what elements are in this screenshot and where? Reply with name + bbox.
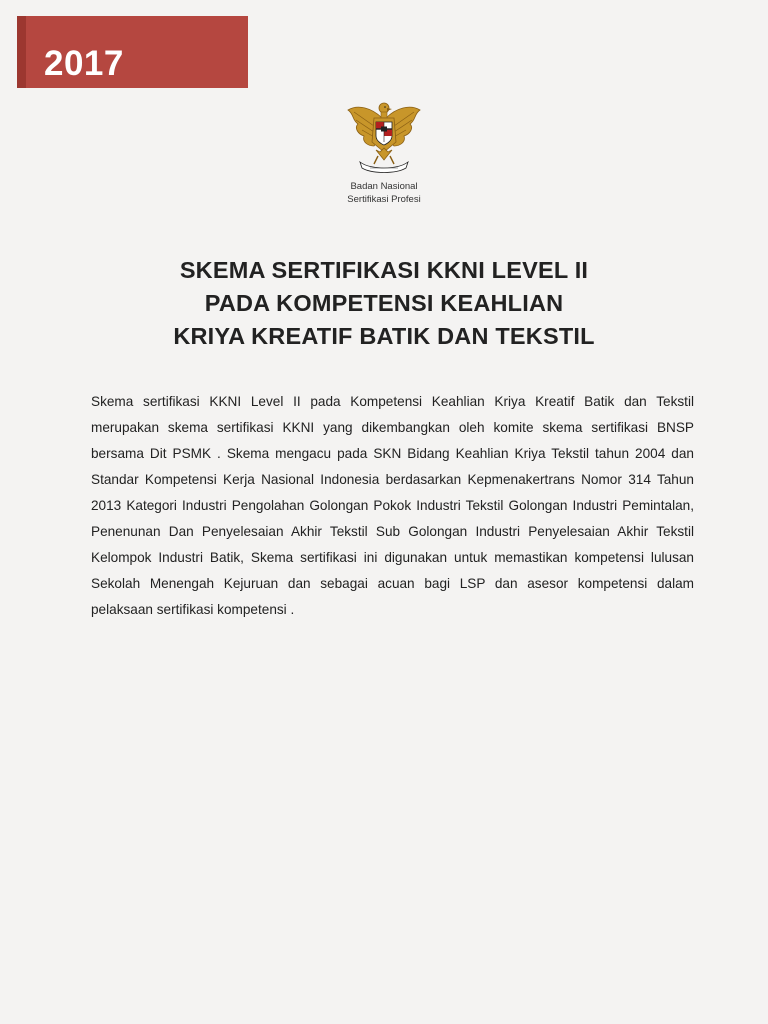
agency-name: [320, 180, 448, 206]
agency-line-1: Badan Nasional: [350, 181, 418, 192]
title-line-2: PADA KOMPETENSI KEAHLIAN: [204, 290, 564, 316]
year-badge: [17, 16, 248, 88]
body-paragraph: Skema sertifikasi KKNI Level II pada Kompetensi Keahlian Kriya Kreatif Batik dan Tekstil merupakan skema sertifikasi KKNI yang dikembangkan oleh komite skema sertifikasi BNSP bersama Dit PSMK . Skema mengacu pada SKN Bidang Keahlian Kriya Tekstil tahun 2004 dan Standar Kompetensi Kerja Nasional Indonesia berdasarkan Kepmenakertrans Nomor 314 Tahun 2013 Kategori Industri Pengolahan Golongan Pokok Industri Tekstil Golongan Industri Pemintalan, Penenunan Dan Penyelesaian Akhir Tekstil Sub Golongan Industri Penyelesaian Akhir Tekstil Kelompok Industri Batik, Skema sertifikasi ini digunakan untuk memastikan kompetensi lulusan Sekolah Menengah Kejuruan dan sebagai acuan bagi LSP dan asesor kompetensi dalam pelaksaan sertifikasi kompetensi .: [91, 393, 694, 618]
agency-line-2: Sertifikasi Profesi: [347, 194, 421, 205]
document-title: [60, 254, 708, 353]
title-line-3: KRIYA KREATIF BATIK DAN TEKSTIL: [173, 323, 595, 349]
title-line-1: SKEMA SERTIFIKASI KKNI LEVEL II: [179, 257, 589, 283]
garuda-emblem-icon: [344, 96, 424, 176]
year-label: 2017: [44, 44, 124, 83]
